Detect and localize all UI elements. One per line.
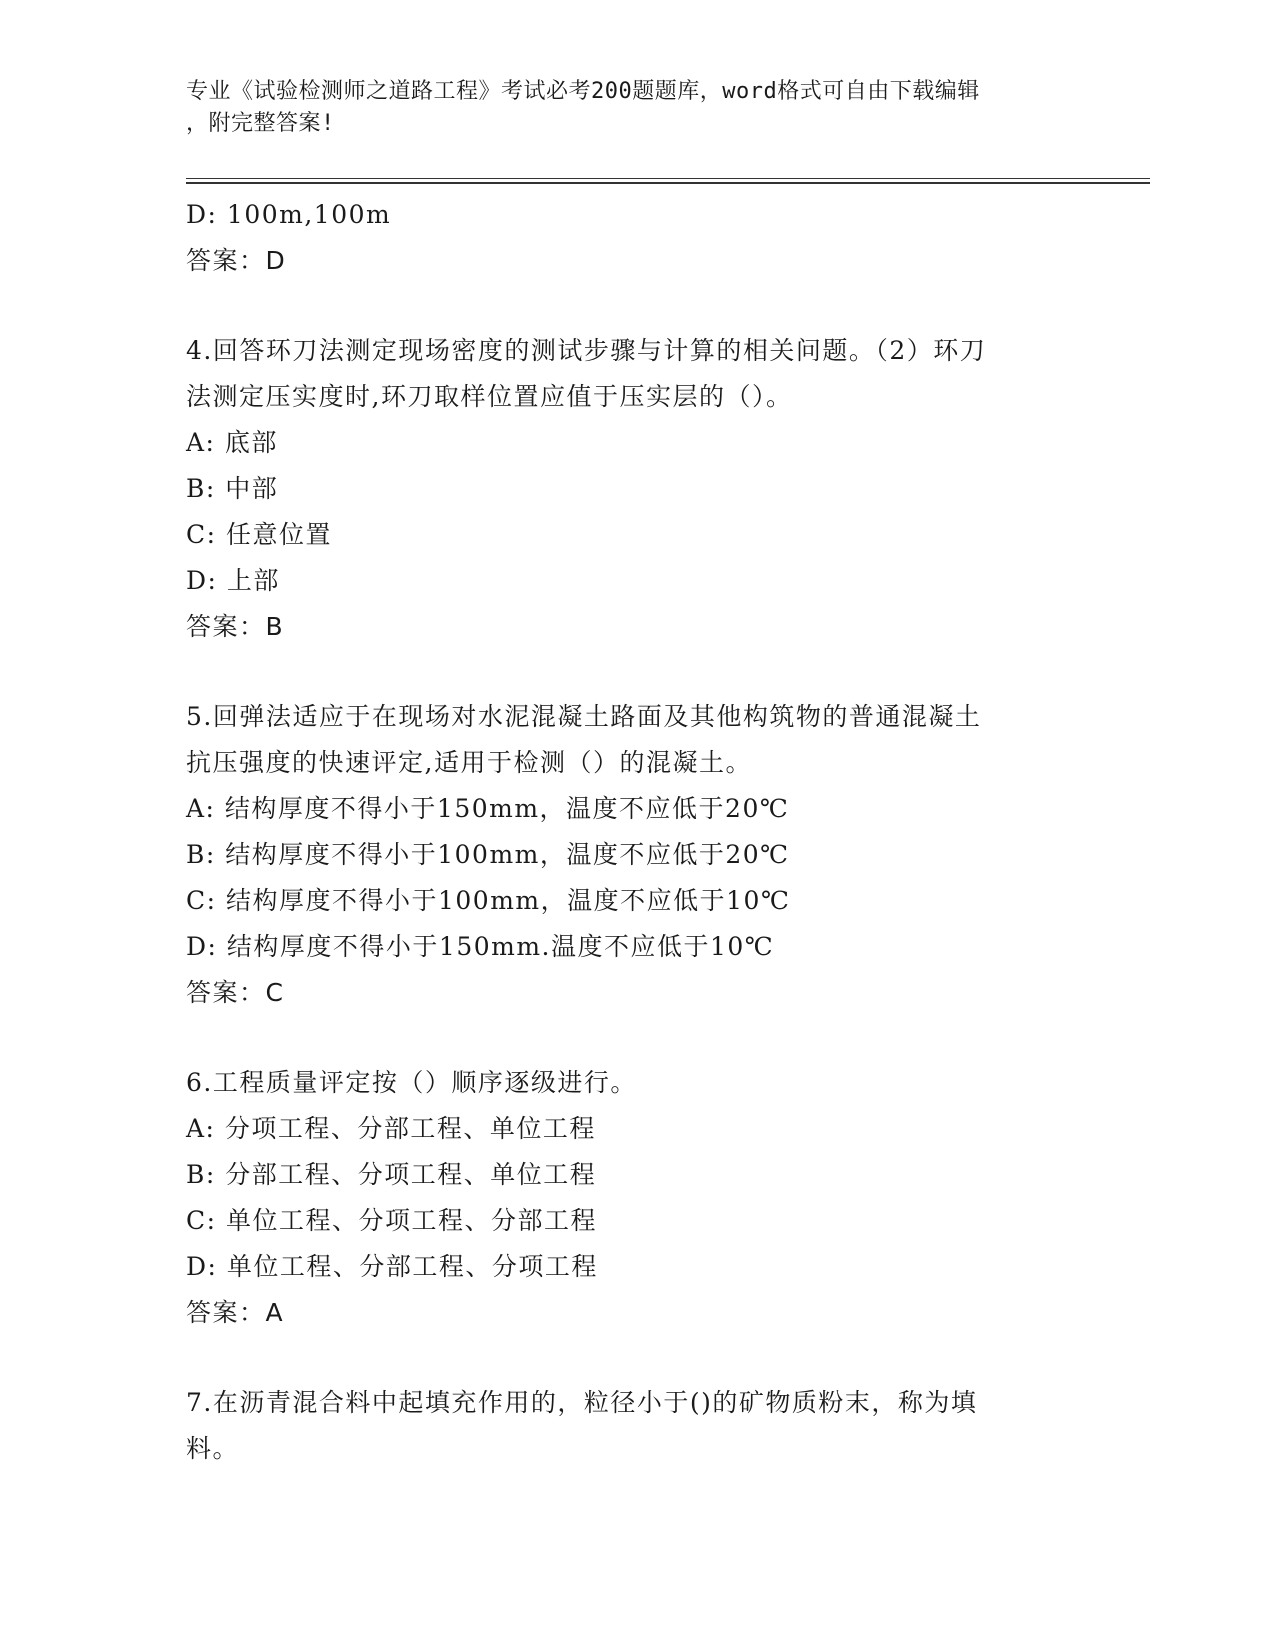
option-a: A: 结构厚度不得小于150mm，温度不应低于20℃ [186,794,790,823]
option-a: A: 底部 [186,428,278,457]
question-text: 7.在沥青混合料中起填充作用的，粒径小于()的矿物质粉末，称为填 [186,1388,978,1417]
option-d: D: 上部 [186,566,280,595]
answer-line: 答案：D [186,246,287,275]
option-a: A: 分项工程、分部工程、单位工程 [186,1114,596,1143]
question-block-5 [186,694,1066,1016]
answer-line: 答案：B [186,612,285,641]
question-block-4 [186,328,1066,650]
option-c: C: 结构厚度不得小于100mm，温度不应低于10℃ [186,886,791,915]
question-block-7 [186,1380,1066,1472]
option-b: B: 分部工程、分项工程、单位工程 [186,1160,597,1189]
answer-line: 答案：A [186,1298,285,1327]
answer-line: 答案：C [186,978,285,1007]
option-b: B: 结构厚度不得小于100mm，温度不应低于20℃ [186,840,790,869]
option-c: C: 单位工程、分项工程、分部工程 [186,1206,597,1235]
question-text-cont: 抗压强度的快速评定,适用于检测（）的混凝土。 [186,748,752,777]
question-text: 5.回弹法适应于在现场对水泥混凝土路面及其他构筑物的普通混凝土 [186,702,982,731]
option-c: C: 任意位置 [186,520,332,549]
question-block-6 [186,1060,1066,1336]
option-d: D: 单位工程、分部工程、分项工程 [186,1252,598,1281]
question-text: 6.工程质量评定按（）顺序逐级进行。 [186,1068,637,1097]
question-text: 4.回答环刀法测定现场密度的测试步骤与计算的相关问题。（2）环刀 [186,336,987,365]
option-b: B: 中部 [186,474,279,503]
document-body [186,192,1066,1472]
page-header [186,76,1066,140]
header-divider [186,178,1150,185]
option-d: D: 100m,100m [186,200,392,229]
header-title-line2: ，附完整答案! [186,111,335,136]
question-text-cont: 法测定压实度时,环刀取样位置应值于压实层的（）。 [186,382,793,411]
option-d: D: 结构厚度不得小于150mm.温度不应低于10℃ [186,932,775,961]
question-block-prev [186,192,1066,284]
header-title-line1: 专业《试验检测师之道路工程》考试必考200题题库，word格式可自由下载编辑 [186,79,980,104]
question-text-cont: 料。 [186,1434,240,1463]
